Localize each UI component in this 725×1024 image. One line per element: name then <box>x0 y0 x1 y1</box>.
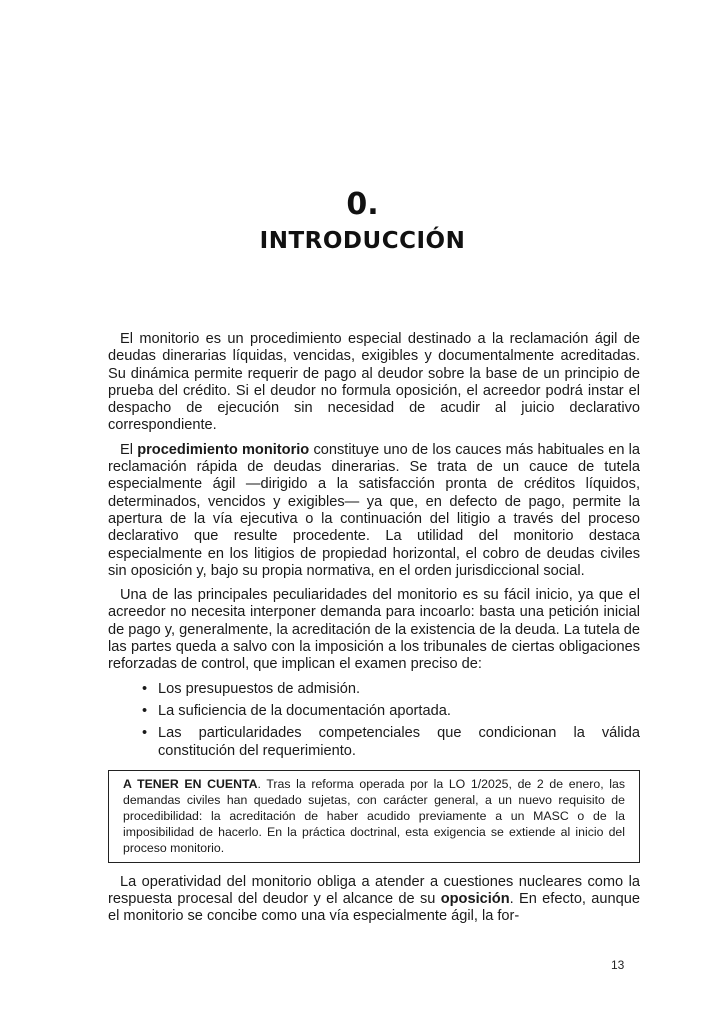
note-text <box>123 776 625 856</box>
bullet-icon: • <box>142 680 148 697</box>
paragraph-text: El <box>120 441 138 458</box>
paragraph-intro: El monitorio es un procedimiento especial destinado a la reclamación ágil de deudas dinerarias líquidas, vencidas, exigibles y documentalmente acreditadas. Su dinámica permite requerir de pago al deudor sobre la base de un principio de prueba del crédito. Si el deudor no formula oposición, el acreedor podrá instar el despacho de ejecución sin necesidad de acudir al juicio declarativo correspondiente. <box>108 331 640 434</box>
note-body: . Tras la reforma operada por la LO 1/2025, de 2 de enero, las demandas civiles han quedado sujetas, con carácter general, a un nuevo requisito de procedibilidad: la acreditación de haber acudido previamente a un MASC o de la imposibilidad de hacerlo. En la práctica doctrinal, esta exigencia se extiende al inicio del proceso monitorio. <box>123 776 625 855</box>
paragraph-text: . En efecto, aunque el monitorio se concibe como una vía especialmente ágil, la for- <box>108 891 641 925</box>
list-item <box>142 681 640 698</box>
note-box <box>108 770 640 863</box>
body-text <box>108 331 640 933</box>
bullet-icon: • <box>142 702 148 719</box>
chapter-title: INTRODUCCIÓN <box>259 228 466 254</box>
list-item-text: Las particularidades competenciales que condicionan la válida constitución del requerimiento. <box>158 725 640 759</box>
paragraph-text: constituye uno de los cauces más habituales en la reclamación rápida de deudas dinerarias. Se trata de un cauce de tutela especialmente ágil —dirigido a la satisfacción pronta de créditos líquidos, determinados, vencidos y exigibles— ya que, en defecto de pago, permite la apertura de la vía ejecutiva o la continuación del litigio a través del proceso declarativo que resulte procedente. La utilidad del monitorio destaca especialmente en los litigios de propiedad horizontal, el cobro de deudas civiles sin oposición y, bajo su propia normativa, en el orden jurisdiccional social. <box>108 441 640 579</box>
paragraph-text: La operatividad del monitorio obliga a atender a cuestiones nucleares como la respuesta procesal del deudor y el alcance de su <box>108 873 640 908</box>
chapter-number: 0. <box>346 187 379 222</box>
paragraph-procedimiento <box>108 442 640 580</box>
list-item <box>142 725 640 760</box>
bullet-list <box>108 681 640 760</box>
note-heading: A TENER EN CUENTA <box>123 776 258 791</box>
list-item <box>142 703 640 720</box>
list-item-text: Los presupuestos de admisión. <box>158 680 361 697</box>
list-item-text: La suficiencia de la documentación aportada. <box>158 702 451 719</box>
page-number: 13 <box>611 958 625 972</box>
bold-term-oposicion: oposición <box>440 891 510 908</box>
bullet-icon: • <box>142 725 148 742</box>
paragraph-peculiaridades: Una de las principales peculiaridades del monitorio es su fácil inicio, ya que el acreedor no necesita interponer demanda para incoarlo: basta una petición inicial de pago y, generalmente, la acreditación de la existencia de la deuda. La tutela de las partes queda a salvo con la imposición a los tribunales de ciertas obligaciones reforzadas de control, que implican el examen preciso de: <box>108 587 640 673</box>
paragraph-operatividad <box>108 874 640 926</box>
bold-term-procedimiento-monitorio: procedimiento monitorio <box>137 441 310 458</box>
